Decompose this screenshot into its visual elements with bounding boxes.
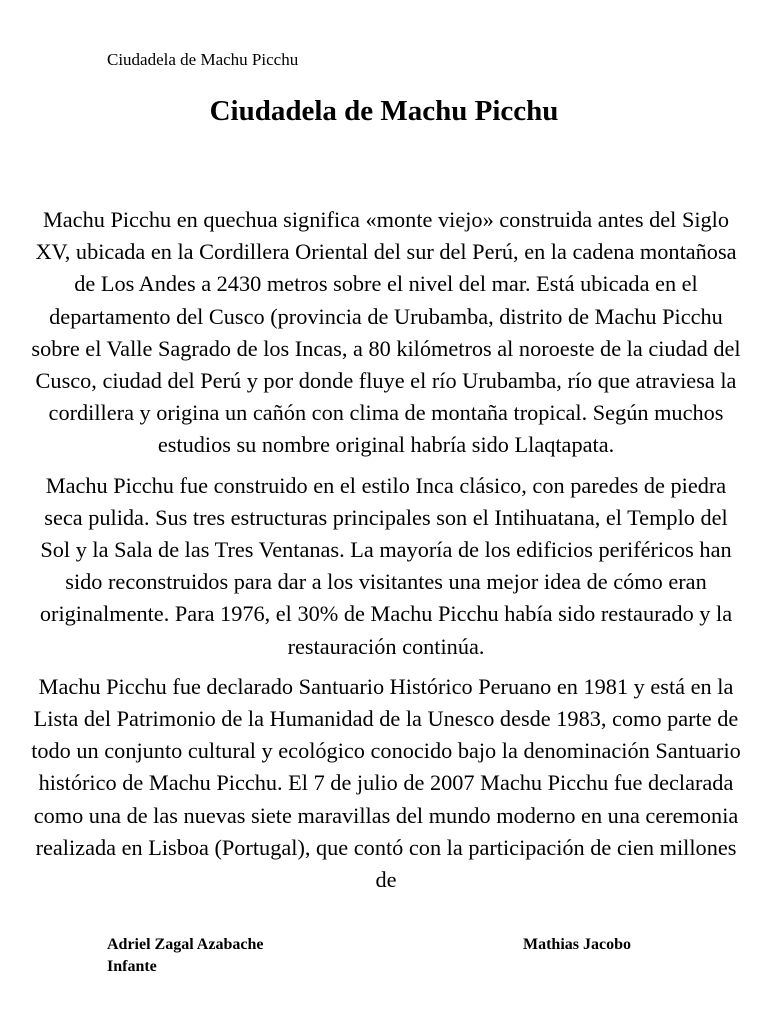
paragraph-heritage: Machu Picchu fue declarado Santuario Histórico Peruano en 1981 y está en la Lista del Patrimonio de la Humanidad de la Unesco desde 1983, como parte de todo un conjunto cultural y ecológico conocido bajo la denominación Santuario histórico de Machu Picchu. El 7 de julio de 2007 Machu Picchu fue declarada como una de las nuevas siete maravillas del mundo moderno en una ceremonia realizada en Lisboa (Portugal), que contó con la participación de cien millones de — [31, 673, 741, 893]
footer-author-left — [107, 934, 263, 978]
paragraph-intro: Machu Picchu en quechua significa «monte viejo» construida antes del Siglo XV, ubicada en la Cordillera Oriental del sur del Perú, en la cadena montañosa de Los Andes a 2430 metros sobre el nivel del mar. Está ubicada en el departamento del Cusco (provincia de Urubamba, distrito de Machu Picchu sobre el Valle Sagrado de los Incas, a 80 kilómetros al noroeste de la ciudad del Cusco, ciudad del Perú y por donde fluye el río Urubamba, río que atraviesa la cordillera y origina un cañón con clima de montaña tropical. Según muchos estudios su nombre original habría sido Llaqtapata. — [31, 207, 741, 458]
footer-author-left-line2: Infante — [107, 958, 157, 975]
document-body — [30, 204, 742, 896]
footer-author-right: Mathias Jacobo — [523, 936, 631, 953]
paragraph-architecture: Machu Picchu fue construido en el estilo Inca clásico, con paredes de piedra seca pulida. Sus tres estructuras principales son el Intihuatana, el Templo del Sol y la Sala de las Tres Ventanas. La mayoría de los edificios periféricos han sido reconstruidos para dar a los visitantes una mejor idea de cómo eran originalmente. Para 1976, el 30% de Machu Picchu había sido restaurado y la restauración continúa. — [39, 472, 733, 659]
document-title: Ciudadela de Machu Picchu — [209, 95, 559, 127]
footer-author-left-line1: Adriel Zagal Azabache — [107, 936, 264, 953]
running-header: Ciudadela de Machu Picchu — [107, 50, 299, 69]
